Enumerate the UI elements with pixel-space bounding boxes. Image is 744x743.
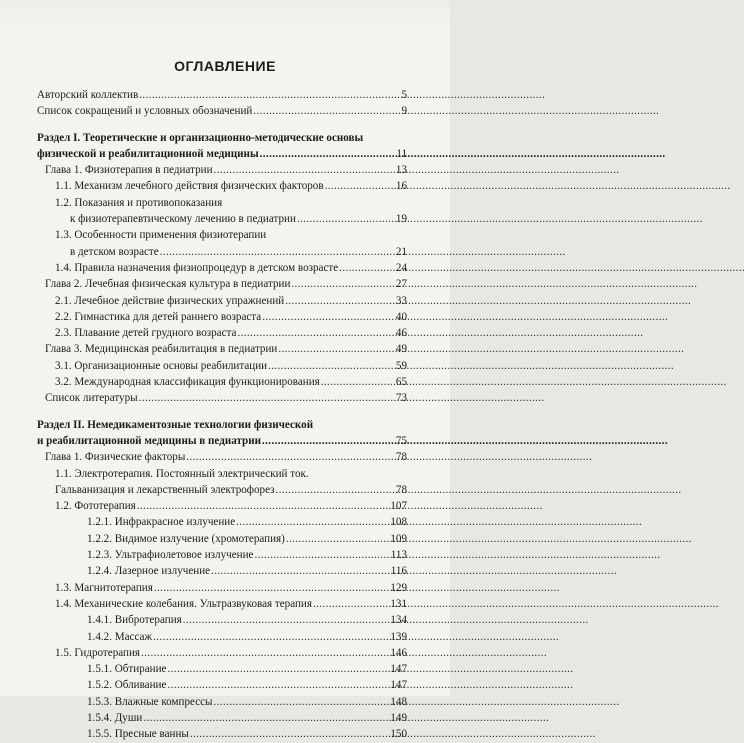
toc-section-2-line1: Раздел II. Немедикаментозные технологии физической [37,418,314,431]
toc-item-ii-1-2: 1.2. Фототерапия . . . 107 [0,498,450,514]
table-of-contents [0,87,450,743]
toc-item-ii-1-1-line1: 1.1. Электротерапия. Постоянный электрический ток. [55,467,309,480]
toc-item-1-3: в детском возрасте . . . 21 [0,244,450,260]
toc-item-1-2-line1: 1.2. Показания и противопоказания [55,196,223,209]
toc-item-ii-1-3: 1.3. Магнитотерапия . . . 129 [0,580,450,596]
toc-item-ii-1-2-4: 1.2.4. Лазерное излучение . . . 116 [0,563,450,579]
toc-item-ii-1-5-3: 1.5.3. Влажные компрессы . . . 148 [0,694,450,710]
toc-item-ii-1-2-1: 1.2.1. Инфракрасное излучение . . . 108 [0,514,450,530]
toc-item-ii-1-4: 1.4. Механические колебания. Ультразвуковая терапия . . . 131 [0,596,450,612]
toc-entry-abbreviations: Список сокращений и условных обозначений . . . 9 [0,103,450,119]
toc-item-2-1: 2.1. Лечебное действие физических упражнений . . . 33 [0,293,450,309]
toc-item-ii-1-5-1: 1.5.1. Обтирание . . . 147 [0,661,450,677]
toc-chapter-1-1: Глава 1. Физиотерапия в педиатрии . . . 13 [0,162,450,178]
toc-item-1-3-line1: 1.3. Особенности применения физиотерапии [55,229,267,242]
toc-item-ii-1-5-4: 1.5.4. Души . . . 149 [0,710,450,726]
toc-entry-authors: Авторский коллектив . . . 5 [0,87,450,103]
toc-item-2-2: 2.2. Гимнастика для детей раннего возраста . . . 40 [0,309,450,325]
toc-item-3-1: 3.1. Организационные основы реабилитации . . . 59 [0,358,450,374]
page-header-shadow [0,0,450,26]
toc-section-1: физической и реабилитационной медицины . . . 11 [0,146,450,162]
toc-item-1-1: 1.1. Механизм лечебного действия физических факторов . . . 16 [0,178,450,194]
toc-item-1-2: к физиотерапевтическому лечению в педиатрии . . . 19 [0,211,450,227]
toc-section-1-line1: Раздел I. Теоретические и организационно-методические основы [37,131,364,144]
toc-section-2: и реабилитационной медицины в педиатрии . . . 75 [0,433,450,449]
toc-item-3-2: 3.2. Международная классификация функционирования . . . 65 [0,374,450,390]
toc-chapter-2-1: Глава 1. Физические факторы . . . 78 [0,449,450,465]
toc-references: Список литературы . . . 73 [0,390,450,406]
toc-item-ii-1-2-3: 1.2.3. Ультрафиолетовое излучение . . . 113 [0,547,450,563]
toc-item-ii-1-5-5: 1.5.5. Пресные ванны . . . 150 [0,726,450,742]
page-title: ОГЛАВЛЕНИЕ [174,58,276,74]
toc-item-2-3: 2.3. Плавание детей грудного возраста . . . 46 [0,325,450,341]
toc-item-ii-1-4-1: 1.4.1. Вибротерапия . . . 134 [0,612,450,628]
toc-chapter-1-2: Глава 2. Лечебная физическая культура в педиатрии . . . 27 [0,276,450,292]
toc-item-ii-1-5: 1.5. Гидротерапия . . . 146 [0,645,450,661]
toc-item-1-4: 1.4. Правила назначения физиопроцедур в детском возрасте . . . 24 [0,260,450,276]
toc-item-ii-1-2-2: 1.2.2. Видимое излучение (хромотерапия) . . . 109 [0,531,450,547]
toc-item-ii-1-5-2: 1.5.2. Обливание . . . 147 [0,677,450,693]
toc-item-ii-1-1: Гальванизация и лекарственный электрофорез . . . 78 [0,482,450,498]
toc-item-ii-1-4-2: 1.4.2. Массаж . . . 139 [0,629,450,645]
toc-chapter-1-3: Глава 3. Медицинская реабилитация в педиатрии . . . 49 [0,341,450,357]
